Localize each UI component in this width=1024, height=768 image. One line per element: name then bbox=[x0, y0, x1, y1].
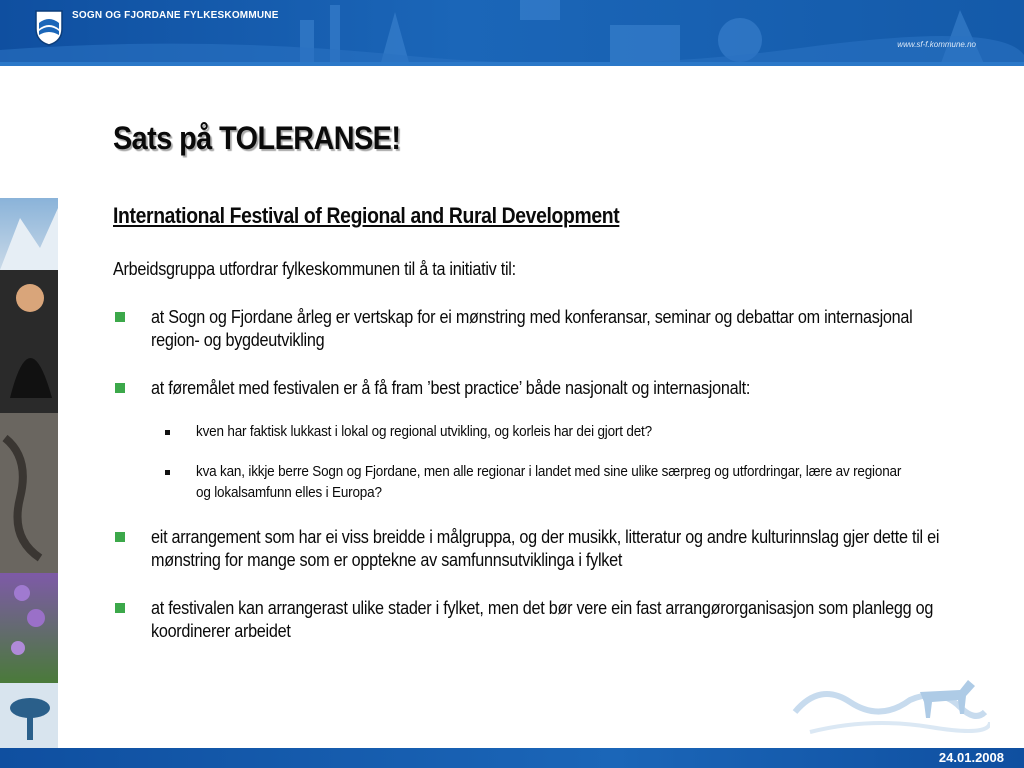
sub-bullet-text: kven har faktisk lukkast i lokal og regional utvikling, og korleis har dei gjort det? bbox=[196, 423, 652, 440]
black-square-bullet-icon bbox=[165, 470, 170, 475]
bullet-text: at festivalen kan arrangerast ulike stader i fylket, men det bør vere ein fast arrangørorganisasjon som planlegg og koordinerer arbeidet bbox=[151, 598, 934, 641]
slide-title: Sats på TOLERANSE! bbox=[113, 120, 401, 156]
footer-date: 24.01.2008 bbox=[938, 750, 1004, 765]
green-square-bullet-icon bbox=[115, 312, 125, 322]
green-square-bullet-icon bbox=[115, 383, 125, 393]
green-square-bullet-icon bbox=[115, 603, 125, 613]
left-photo-strip bbox=[0, 198, 58, 748]
black-square-bullet-icon bbox=[165, 430, 170, 435]
header-banner bbox=[0, 0, 1024, 66]
website-url: www.sf-f.kommune.no bbox=[897, 40, 976, 49]
county-shield-logo bbox=[34, 9, 64, 47]
footer-bar bbox=[0, 748, 1024, 768]
bullet-text: eit arrangement som har ei viss breidde i målgruppa, og der musikk, litteratur og andre kulturinnslag gjer dette til ei mønstring for mange som er opptekne av samfunnsutviklinga i fylket bbox=[151, 527, 940, 570]
intro-text: Arbeidsgruppa utfordrar fylkeskommunen til å ta initiativ til: bbox=[113, 259, 516, 279]
header-bottom-line bbox=[0, 62, 1024, 66]
organization-name: SOGN OG FJORDANE FYLKESKOMMUNE bbox=[72, 10, 279, 21]
slide-subtitle: International Festival of Regional and Rural Development bbox=[113, 203, 620, 228]
bullet-text: at føremålet med festivalen er å få fram ’best practice’ både nasjonalt og internasjonalt: bbox=[151, 378, 751, 398]
bullet-text: at Sogn og Fjordane årleg er vertskap for ei mønstring med konferansar, seminar og debattar om internasjonal region- og bygdeutvikling bbox=[151, 307, 913, 350]
green-square-bullet-icon bbox=[115, 532, 125, 542]
horse-wave-decoration bbox=[790, 672, 990, 748]
sub-bullet-text: kva kan, ikkje berre Sogn og Fjordane, men alle regionar i landet med sine ulike særpreg og utfordringar, lære av regionar og lokalsamfunn elles i Europa? bbox=[196, 463, 902, 501]
